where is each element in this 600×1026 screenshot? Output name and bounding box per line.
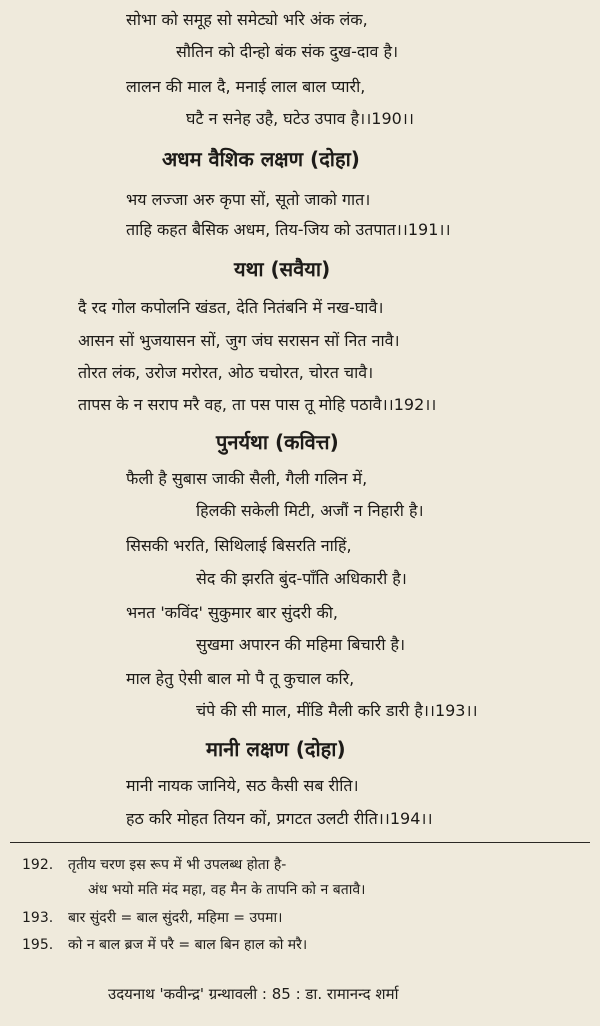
section-heading: अधम वैशिक लक्षण (दोहा) <box>162 147 360 171</box>
verse-line: आसन सों भुजयासन सों, जुग जंघ सरासन सों नित नावै। <box>78 331 400 350</box>
footnote-number: 193. <box>22 910 54 926</box>
verse-line: माल हेतु ऐसी बाल मो पै तू कुचाल करि, <box>126 669 355 688</box>
verse-line: दै रद गोल कपोलनि खंडत, देति नितंबनि में नख-घावै। <box>78 298 384 317</box>
verse-line: लालन की माल दै, मनाई लाल बाल प्यारी, <box>126 77 366 96</box>
verse-line: सौतिन को दीन्हो बंक संक दुख-दाव है। <box>176 42 399 61</box>
verse-line: हिलकी सकेली मिटी, अजौं न निहारी है। <box>196 501 424 520</box>
verse-line: मानी नायक जानिये, सठ कैसी सब रीति। <box>126 776 359 795</box>
section-heading: यथा (सवैया) <box>234 257 331 281</box>
footnote-divider <box>10 842 590 843</box>
footnote-text: को न बाल ब्रज में परै = बाल बिन हाल को मरै। <box>68 937 308 953</box>
verse-line: सोभा को समूह सो समेट्यो भरि अंक लंक, <box>126 10 368 29</box>
verse-line: तापस के न सराप मरै वह, ता पस पास तू मोहि पठावै।।192।। <box>78 395 437 414</box>
footnote-number: 195. <box>22 937 54 953</box>
verse-line: तोरत लंक, उरोज मरोरत, ओठ चचोरत, चोरत चावै। <box>78 363 374 382</box>
verse-line: सेद की झरति बुंद-पाँति अधिकारी है। <box>196 569 407 588</box>
verse-line: ताहि कहत बैसिक अधम, तिय-जिय को उतपात।।191।। <box>126 220 451 239</box>
verse-line: सिसकी भरति, सिथिलाई बिसरति नाहिं, <box>126 536 352 555</box>
verse-line: हठ करि मोहत तियन कों, प्रगटत उलटी रीति।।194।। <box>126 809 433 828</box>
verse-line: चंपे की सी माल, मींडि मैली करि डारी है।।193।। <box>196 701 478 720</box>
footnote-number: 192. <box>22 857 54 873</box>
verse-line: घटै न सनेह उहै, घटेउ उपाव है।।190।। <box>186 109 414 128</box>
page-footer: उदयनाथ 'कवीन्द्र' ग्रन्थावली : 85 : डा. रामानन्द शर्मा <box>108 985 399 1003</box>
section-heading: पुनर्यथा (कवित्त) <box>216 430 339 454</box>
verse-line: फैली है सुबास जाकी सैली, गैली गलिन में, <box>126 469 368 488</box>
footnote-text: बार सुंदरी = बाल सुंदरी, महिमा = उपमा। <box>68 910 283 926</box>
verse-line: सुखमा अपारन की महिमा बिचारी है। <box>196 635 406 654</box>
section-heading: मानी लक्षण (दोहा) <box>206 737 346 761</box>
footnote-text: अंध भयो मति मंद महा, वह मैन के तापनि को न बतावै। <box>88 882 366 898</box>
verse-line: भय लज्जा अरु कृपा सों, सूतो जाको गात। <box>126 190 371 209</box>
footnote-text: तृतीय चरण इस रूप में भी उपलब्ध होता है- <box>68 857 287 873</box>
verse-line: भनत 'कविंद' सुकुमार बार सुंदरी की, <box>126 603 339 622</box>
